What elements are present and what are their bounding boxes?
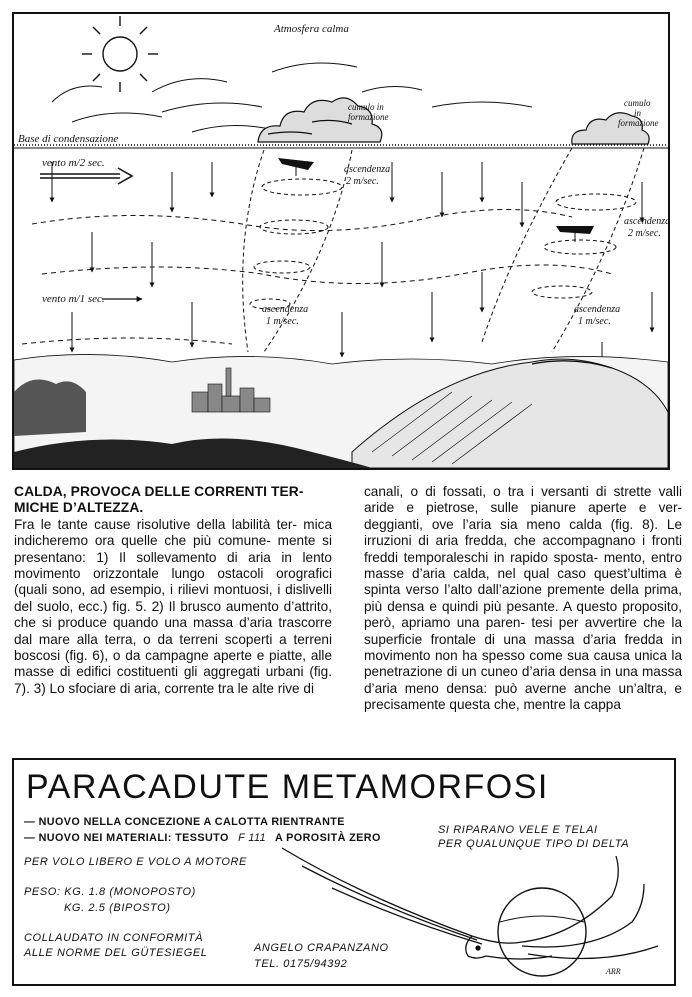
heading-line: MICHE D’ALTEZZA. bbox=[14, 500, 144, 516]
ad-contact-phone: TEL. 0175/94392 bbox=[254, 958, 348, 970]
calm-atmosphere-label: Atmosfera calma bbox=[274, 23, 349, 35]
ad-usage: PER VOLO LIBERO E VOLO A MOTORE bbox=[24, 856, 247, 868]
heading-line: CALDA, PROVOCA DELLE CORRENTI TER- bbox=[14, 484, 304, 499]
ascent-lower-left-label-1: ascendenza bbox=[262, 304, 309, 315]
text-line: del suolo, ecc.) fig. 5. bbox=[14, 598, 147, 614]
ad-test-2: ALLE NORME DEL GÜTESIEGEL bbox=[24, 947, 208, 959]
text-line: mica indicheremo ora quelle che più comune- bbox=[14, 516, 332, 549]
text-line: alla terra, o da terreni scoperti a terreni boscosi bbox=[14, 631, 333, 664]
text-line: precisamente questa che, mentre la cappa bbox=[364, 697, 621, 713]
ascent-lower-right-label-2: 1 m/sec. bbox=[578, 316, 611, 327]
text-line: tesi per avvertire che la superficie frontale di bbox=[364, 615, 682, 647]
article-column-left bbox=[14, 484, 332, 697]
parachute-canopy-icon bbox=[498, 888, 586, 976]
text-line: spesso come sua causa unica la penetrazione bbox=[364, 648, 683, 680]
ad-contact-name: ANGELO CRAPANZANO bbox=[254, 942, 389, 954]
article-heading bbox=[14, 484, 332, 517]
ascent-lower-left-label-2: 1 m/sec. bbox=[266, 316, 299, 327]
article-body bbox=[14, 484, 683, 744]
cumulus-right-label-3: formazione bbox=[618, 118, 659, 128]
article-paragraph bbox=[364, 484, 682, 714]
cumulus-right-label-2: in bbox=[634, 108, 642, 118]
ad-weight-2: KG. 2.5 (BIPOSTO) bbox=[64, 902, 171, 914]
text-line: 1) Il sollevamento di aria in lento movimento bbox=[14, 549, 332, 582]
ascent-upper-left-label-2: 2 m/sec. bbox=[346, 176, 379, 187]
text-line: mento, entro masse d’aria calda, nel qual caso bbox=[364, 549, 682, 582]
text-line: una massa d’aria fredda in movimento non ha bbox=[364, 631, 683, 664]
ad-fabric-code: F 111 bbox=[238, 832, 266, 844]
ad-title: PARACADUTE METAMORFOSI bbox=[26, 768, 549, 806]
text-line: meno densa: può averne anche un’altra, e bbox=[404, 680, 682, 696]
ascent-upper-right-label-1: ascendenza bbox=[624, 216, 671, 227]
artist-signature: ARR bbox=[606, 967, 621, 976]
text-line: fronti freddi temporaleschi in rapido sposta- bbox=[364, 533, 683, 565]
text-line: pesante. bbox=[506, 598, 559, 614]
ascent-upper-right-label-2: 2 m/sec. bbox=[628, 228, 661, 239]
text-line: masse di edifici costituenti gli aggregati urbani bbox=[14, 664, 304, 680]
ad-feature-2-text-end: A POROSITÀ ZERO bbox=[274, 832, 381, 844]
cumulus-left-label-2: formazione bbox=[348, 112, 389, 122]
text-line: 3) Lo sfociare di aria, corrente tra le alte rive di bbox=[33, 680, 314, 696]
text-line: sono, ad esempio, i rilievi montuosi, i dislivelli bbox=[52, 582, 332, 598]
landscape bbox=[14, 354, 668, 468]
ad-feature-1: — NUOVO NELLA CONCEZIONE A CALOTTA RIENTRANTE bbox=[24, 816, 345, 828]
text-line: aride e pietrose, sulle pianure aperte e ver- bbox=[364, 500, 682, 516]
ad-repair-line-1: SI RIPARANO VELE E TELAI bbox=[438, 824, 598, 836]
ad-weight-1: PESO: KG. 1.8 (MONOPOSTO) bbox=[24, 886, 196, 898]
ad-feature-2-text: — NUOVO NEI MATERIALI: TESSUTO bbox=[24, 832, 229, 844]
wind-top-label: vento m/2 sec. bbox=[42, 157, 105, 169]
text-line: premente della prima, più densa e quindi più bbox=[364, 582, 682, 614]
ascent-lower-right-label-1: ascendenza bbox=[574, 304, 621, 315]
article-paragraph bbox=[14, 517, 332, 697]
ad-test-1: COLLAUDATO IN CONFORMITÀ bbox=[24, 932, 204, 944]
cumulus-left-label-1: cumulo in bbox=[348, 102, 384, 112]
text-line: (fig. 7). bbox=[14, 664, 332, 696]
bird-parachute-drawing bbox=[272, 836, 672, 984]
ad-repair-line-2: PER QUALUNQUE TIPO DI DELTA bbox=[438, 838, 630, 850]
text-line: quest’ultima è spinta verso l’alto dall’azione bbox=[364, 566, 683, 598]
text-line: deggianti, ove l’aria sia meno calda (fig. 8). bbox=[364, 516, 659, 532]
wind-bottom-label: vento m/1 sec. bbox=[42, 293, 105, 305]
bird-icon bbox=[282, 848, 658, 959]
text-line: canali, o di fossati, o tra i versanti di strette valli bbox=[364, 484, 682, 499]
ascent-upper-left-label-1: ascendenza bbox=[344, 164, 391, 175]
advertisement-box bbox=[12, 758, 676, 986]
condensation-base-label: Base di condensazione bbox=[18, 133, 119, 145]
cumulus-right-label-1: cumulo bbox=[624, 98, 651, 108]
text-line: mente si presentano: bbox=[14, 533, 333, 565]
thermal-currents-illustration bbox=[12, 12, 672, 472]
text-line: di un cuneo d’aria densa in una massa d’aria bbox=[364, 664, 682, 696]
article-column-right bbox=[364, 484, 682, 714]
text-line: Fra le tante cause risolutive della labilità ter- bbox=[14, 516, 297, 532]
text-line: Le irruzioni di aria fredda, che accompagnano i bbox=[364, 516, 683, 549]
text-line: 2) Il brusco aumento d’attrito, che si produce bbox=[14, 598, 332, 631]
text-line: (fig. 6), o da campagne aperte e piatte, alle bbox=[64, 648, 333, 664]
text-line: quando una massa d’aria trascorre dal mare bbox=[14, 615, 332, 647]
text-line: orizzontale lungo ostacoli orografici (quali bbox=[14, 566, 332, 598]
text-line: A questo proposito, però, apriamo una paren- bbox=[364, 598, 682, 631]
